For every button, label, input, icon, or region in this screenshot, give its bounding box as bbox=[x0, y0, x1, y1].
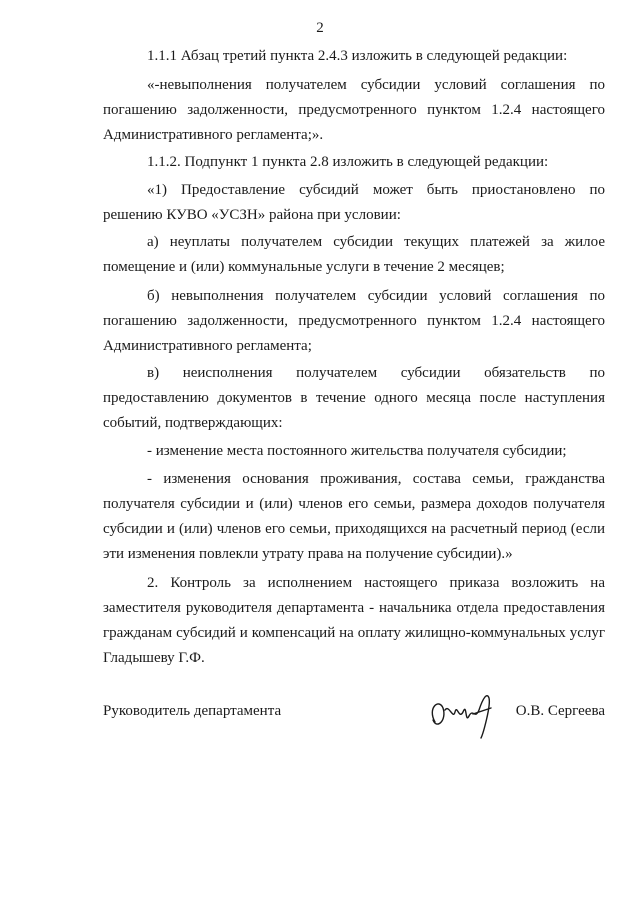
paragraph-item-b: б) невыполнения получателем субсидии условий соглашения по погашению задолженности, предусмотренного пунктом 1.2.4 настоящего Административного регламента; bbox=[103, 288, 605, 354]
paragraph-dash-changes: - изменения основания проживания, состава семьи, гражданства получателя субсидии и (или) членов его семьи, размера доходов получателя субсидии и (или) членов его семьи, приходящихся на расчетный период (если эти изменения повлекли утрату права на получение субсидии).» bbox=[103, 471, 605, 562]
handwritten-signature bbox=[425, 690, 505, 740]
paragraph-dash-residence: - изменение места постоянного жительства получателя субсидии; bbox=[147, 443, 567, 459]
paragraph-quote-nonfulfillment: «-невыполнения получателем субсидии условий соглашения по погашению задолженности, предусмотренного пунктом 1.2.4 настоящего Административного регламента;». bbox=[103, 77, 605, 143]
page-number: 2 bbox=[316, 20, 324, 36]
signature-block bbox=[103, 690, 605, 740]
paragraph-suspension-conditions: «1) Предоставление субсидий может быть приостановлено по решению КУВО «УСЗН» района при условии: bbox=[103, 182, 605, 223]
paragraph-control: 2. Контроль за исполнением настоящего приказа возложить на заместителя руководителя департамента - начальника отдела предоставления гражданам субсидий и компенсаций на оплату жилищно-коммунальных услуг Гладышеву Г.Ф. bbox=[103, 575, 605, 666]
paragraph-1-1-1: 1.1.1 Абзац третий пункта 2.4.3 изложить в следующей редакции: bbox=[147, 48, 568, 64]
signatory-name: О.В. Сергеева bbox=[515, 703, 605, 719]
paragraph-1-1-2: 1.1.2. Подпункт 1 пункта 2.8 изложить в следующей редакции: bbox=[147, 154, 549, 170]
signatory-role: Руководитель департамента bbox=[103, 703, 282, 719]
paragraph-item-v: в) неисполнения получателем субсидии обязательств по предоставлению документов в течение одного месяца после наступления событий, подтверждающих: bbox=[103, 365, 605, 431]
paragraph-item-a: а) неуплаты получателем субсидии текущих платежей за жилое помещение и (или) коммунальные услуги в течение 2 месяцев; bbox=[103, 234, 605, 275]
